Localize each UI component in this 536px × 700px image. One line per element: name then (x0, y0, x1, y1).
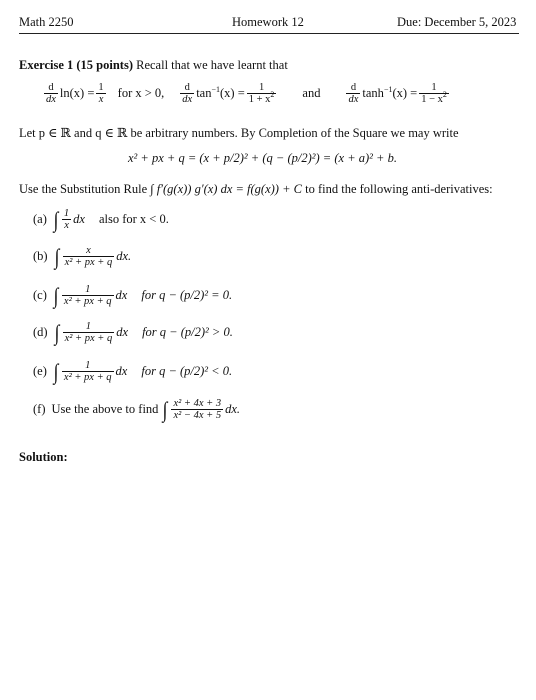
part-c-fraction: $\frac{1}{\text{x² + px + q}}$ (63, 284, 112, 308)
exercise-heading (19, 58, 288, 73)
part-f-label: (f) (33, 402, 46, 417)
exercise-title: Exercise 1 (15 points) (19, 58, 133, 72)
part-f (33, 398, 240, 421)
part-a-condition: also for x < 0. (98, 212, 169, 227)
part-e-condition: for q − (p/2)² < 0. (141, 364, 233, 379)
substitution-formula: ∫ f′(g(x)) g′(x) dx = f(g(x)) + C (150, 182, 302, 196)
header-assignment: Homework 12 (232, 15, 304, 29)
part-b-fraction: $\frac{x}{\text{x² + px + q}}$ (64, 245, 113, 269)
solution-label: Solution: (19, 450, 68, 464)
part-f-fraction: $\frac{\text{x² + 4x + 3}}{\text{x² − 4x + 5}}$ (173, 398, 222, 422)
part-f-text: Use the above to find (51, 402, 159, 417)
completion-of-square-equation: x² + px + q = (x + p/2)² + (q − (p/2)²) = (x + a)² + b. (128, 151, 397, 165)
header-rule (19, 33, 519, 34)
part-f-dx: dx. (225, 402, 241, 417)
integral-sign-icon: ∫ (163, 396, 168, 422)
integral-sign-icon: ∫ (54, 243, 60, 269)
part-c-dx: dx (115, 288, 128, 303)
artanh-derivative-fraction: $\frac{1}{1 - x^2}$ (421, 82, 447, 106)
part-e (33, 360, 232, 383)
integral-sign-icon: ∫ (54, 319, 60, 345)
exercise-intro: Recall that we have learnt that (136, 58, 288, 72)
part-d-fraction: $\frac{1}{\text{x² + px + q}}$ (64, 321, 113, 345)
part-e-fraction: $\frac{1}{\text{x² + px + q}}$ (63, 360, 112, 384)
d-dx-tan: $\frac{d}{dx}$ (182, 82, 193, 106)
ln-condition: for x > 0, (117, 86, 165, 101)
arctan-expression: $\tan^{-1}(x)$ = (196, 85, 245, 101)
part-d-dx: dx (116, 325, 129, 340)
part-a-dx: dx (73, 212, 85, 227)
ln-expression: ln(x) = (59, 86, 95, 101)
header-course: Math 2250 (19, 15, 74, 29)
part-d-label: (d) (33, 325, 48, 340)
and-word: and (302, 86, 321, 101)
substitution-suffix: to find the following anti-derivatives: (305, 182, 493, 196)
substitution-rule-line (19, 182, 493, 197)
integral-sign-icon: ∫ (53, 206, 59, 232)
part-b (33, 245, 131, 268)
integral-sign-icon: ∫ (53, 358, 59, 384)
artanh-expression: $\tanh^{-1}(x)$ = (362, 85, 418, 101)
part-b-label: (b) (33, 249, 48, 264)
part-d (33, 321, 233, 344)
part-e-dx: dx (115, 364, 128, 379)
let-pq-line: Let p ∈ ℝ and q ∈ ℝ be arbitrary numbers. By Completion of the Square we may write (19, 126, 459, 140)
part-d-condition: for q − (p/2)² > 0. (142, 325, 233, 340)
d-dx-ln: $\frac{d}{dx}$ (46, 82, 56, 106)
integral-sign-icon: ∫ (53, 282, 59, 308)
part-c (33, 284, 232, 307)
substitution-prefix: Use the Substitution Rule (19, 182, 148, 196)
part-c-condition: for q − (p/2)² = 0. (141, 288, 233, 303)
arctan-derivative-fraction: $\frac{1}{1 + x^2}$ (248, 82, 275, 106)
part-e-label: (e) (33, 364, 47, 379)
derivative-formulas (42, 82, 451, 105)
d-dx-tanh: $\frac{d}{dx}$ (348, 82, 359, 106)
ln-derivative-fraction: $\frac{1}{x}$ (98, 82, 104, 106)
part-a (33, 208, 169, 231)
part-a-fraction: $\frac{1}{x}$ (63, 208, 70, 232)
part-c-label: (c) (33, 288, 47, 303)
part-a-label: (a) (33, 212, 47, 227)
header-due: Due: December 5, 2023 (397, 15, 517, 29)
part-b-dx: dx. (116, 249, 132, 264)
